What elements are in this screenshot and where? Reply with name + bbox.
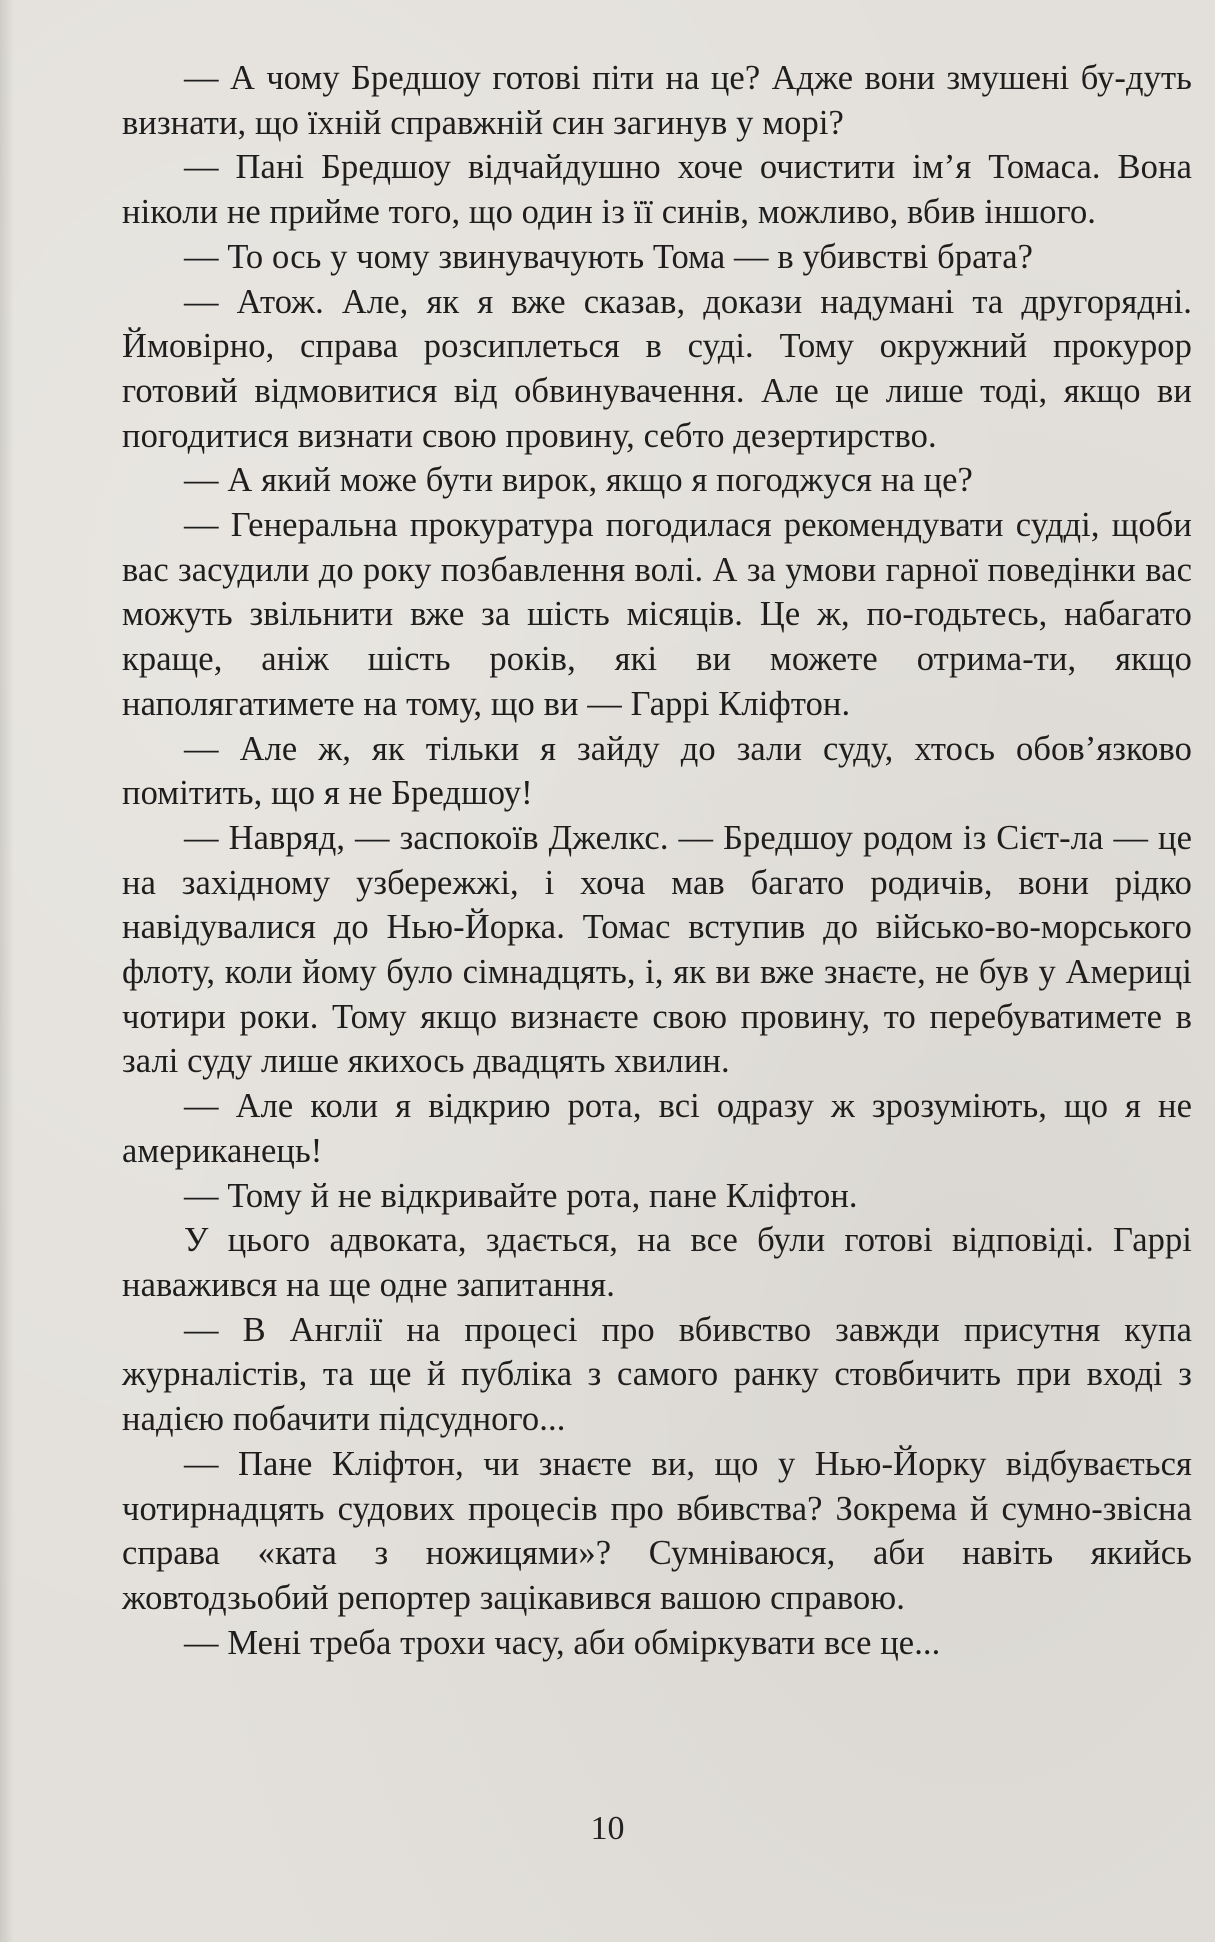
paragraph: — Атож. Але, як я вже сказав, докази надумані та другорядні. Ймовірно, справа розсиплеться в суді. Тому окружний прокурор готовий відмовитися від обвинувачення. Але це лише тоді, якщо ви погодитися визнати свою провину, себто дезертирство. bbox=[122, 282, 1192, 455]
paragraph: — Але ж, як тільки я зайду до зали суду, хтось обов’язково помітить, що я не Бредшоу! bbox=[122, 729, 1192, 813]
paragraph: — Мені треба трохи часу, аби обміркувати все це... bbox=[184, 1623, 941, 1662]
body-text bbox=[122, 56, 1192, 1665]
paragraph: — То ось у чому звинувачують Тома — в убивстві брата? bbox=[184, 237, 1034, 276]
paragraph: У цього адвоката, здається, на все були готові відповіді. Гаррі наважився на ще одне запитання. bbox=[122, 1221, 1192, 1304]
paragraph: — Навряд, — заспокоїв Джелкс. — Бредшоу родом із Сієт-ла — це на західному узбережжі, і хоча мав багато родичів, вони рідко навідувалися до Нью-Йорка. Томас вступив до військо-во-морського флоту, коли йому було сімнадцять, і, як ви вже знаєте, не був у Америці чотири роки. Тому якщо визнаєте свою провину, то перебуватимете в залі суду лише якихось двадцять хвилин. bbox=[122, 818, 1192, 1081]
paragraph: — Пане Кліфтон, чи знаєте ви, що у Нью-Йорку відбувається чотирнадцять судових процесів про вбивства? Зокрема й сумно-звісна справа «ката з ножицями»? Сумніваюся, аби навіть якийсь жовтодзьобий репортер зацікавився вашою справою. bbox=[122, 1444, 1192, 1617]
paragraph: — А чому Бредшоу готові піти на це? Адже вони змушені бу-дуть визнати, що їхній справжній син загинув у морі? bbox=[122, 59, 1192, 142]
paragraph: — В Англії на процесі про вбивство завжди присутня купа журналістів, та ще й публіка з самого ранку стовбичить при вході з надією побачити підсудного... bbox=[122, 1310, 1192, 1439]
paragraph: — Але коли я відкрию рота, всі одразу ж зрозуміють, що я не американець! bbox=[122, 1087, 1192, 1170]
paragraph: — Генеральна прокуратура погодилася рекомендувати судді, щоби вас засудили до року позбавлення волі. А за умови гарної поведінки вас можуть звільнити вже за шість місяців. Це ж, по-годьтесь, набагато краще, аніж шість років, які ви можете отрима-ти, якщо наполягатимете на тому, що ви — Гаррі Кліфтон. bbox=[122, 506, 1192, 723]
paragraph: — Пані Бредшоу відчайдушно хоче очистити ім’я Томаса. Вона ніколи не прийме того, що один із її синів, можливо, вбив іншого. bbox=[122, 148, 1192, 232]
page-number: 10 bbox=[590, 1810, 625, 1847]
paragraph: — Тому й не відкривайте рота, пане Кліфтон. bbox=[184, 1176, 858, 1215]
paragraph: — А який може бути вирок, якщо я погоджуся на це? bbox=[184, 461, 973, 500]
